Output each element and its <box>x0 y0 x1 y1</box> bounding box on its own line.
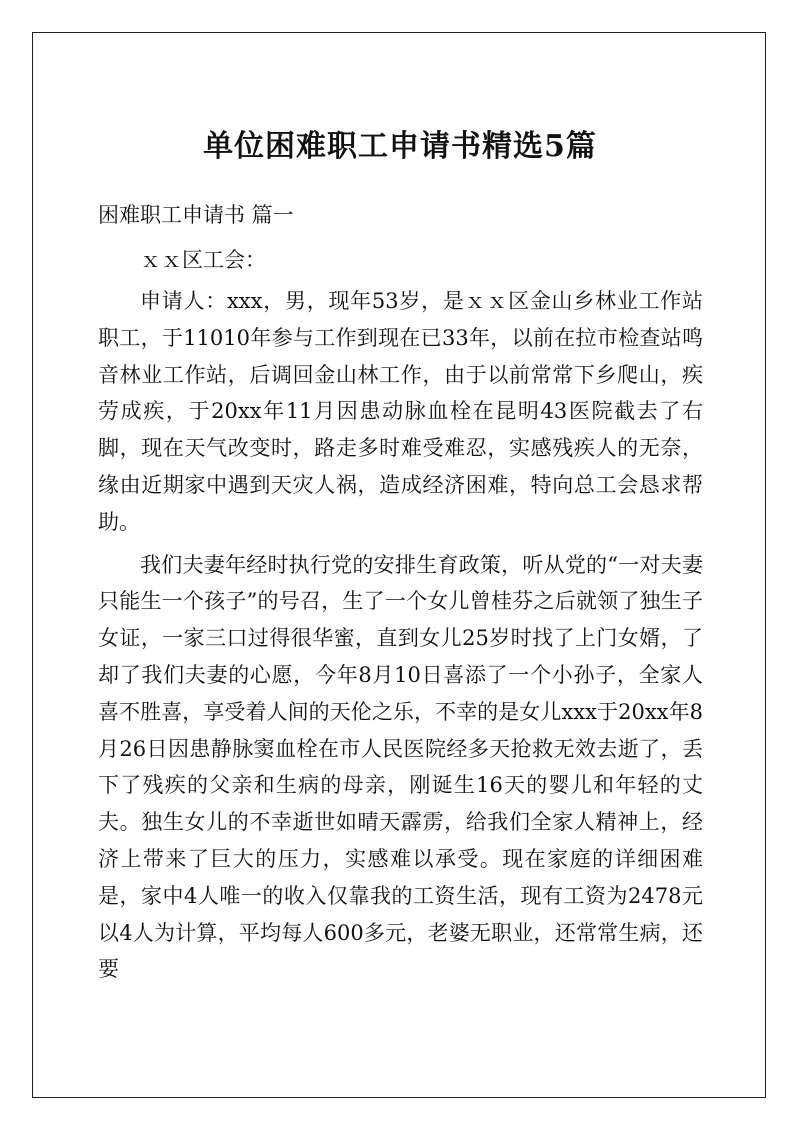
letter-body <box>98 283 703 988</box>
section-heading: 困难职工申请书 篇一 <box>98 203 294 227</box>
salutation: ｘｘ区工会： <box>140 248 266 272</box>
document-title: 单位困难职工申请书精选5篇 <box>203 129 597 164</box>
paragraph-1: 申请人：xxx，男，现年53岁，是ｘｘ区金山乡林业工作站职工，于11010年参与工作到现在已33年，以前在拉市检查站鸣音林业工作站，后调回金山林工作，由于以前常常下乡爬山，疾劳成疾，于20xx年11月因患动脉血栓在昆明43医院截去了右脚，现在天气改变时，路走多时难受难忍，实感残疾人的无奈，缘由近期家中遇到天灾人祸，造成经济困难，特向总工会恳求帮助。 <box>98 289 703 534</box>
paragraph-2: 我们夫妻年经时执行党的安排生育政策，听从党的“一对夫妻只能生一个孩子”的号召，生了一个女儿曾桂芬之后就领了独生子女证，一家三口过得很华蜜，直到女儿25岁时找了上门女婿，了却了我们夫妻的心愿，今年8月10日喜添了一个小孙子，全家人喜不胜喜，享受着人间的天伦之乐，不幸的是女儿xxx于20xx年8月26日因患静脉窦血栓在市人民医院经多天抢救无效去逝了，丢下了残疾的父亲和生病的母亲，刚诞生16天的婴儿和年轻的丈夫。独生女儿的不幸逝世如晴天霹雳，给我们全家人精神上，经济上带来了巨大的压力，实感难以承受。现在家庭的详细困难是，家中4人唯一的收入仅靠我的工资生活，现有工资为2478元以4人为计算，平均每人600多元，老婆无职业，还常常生病，还要 <box>98 552 703 982</box>
